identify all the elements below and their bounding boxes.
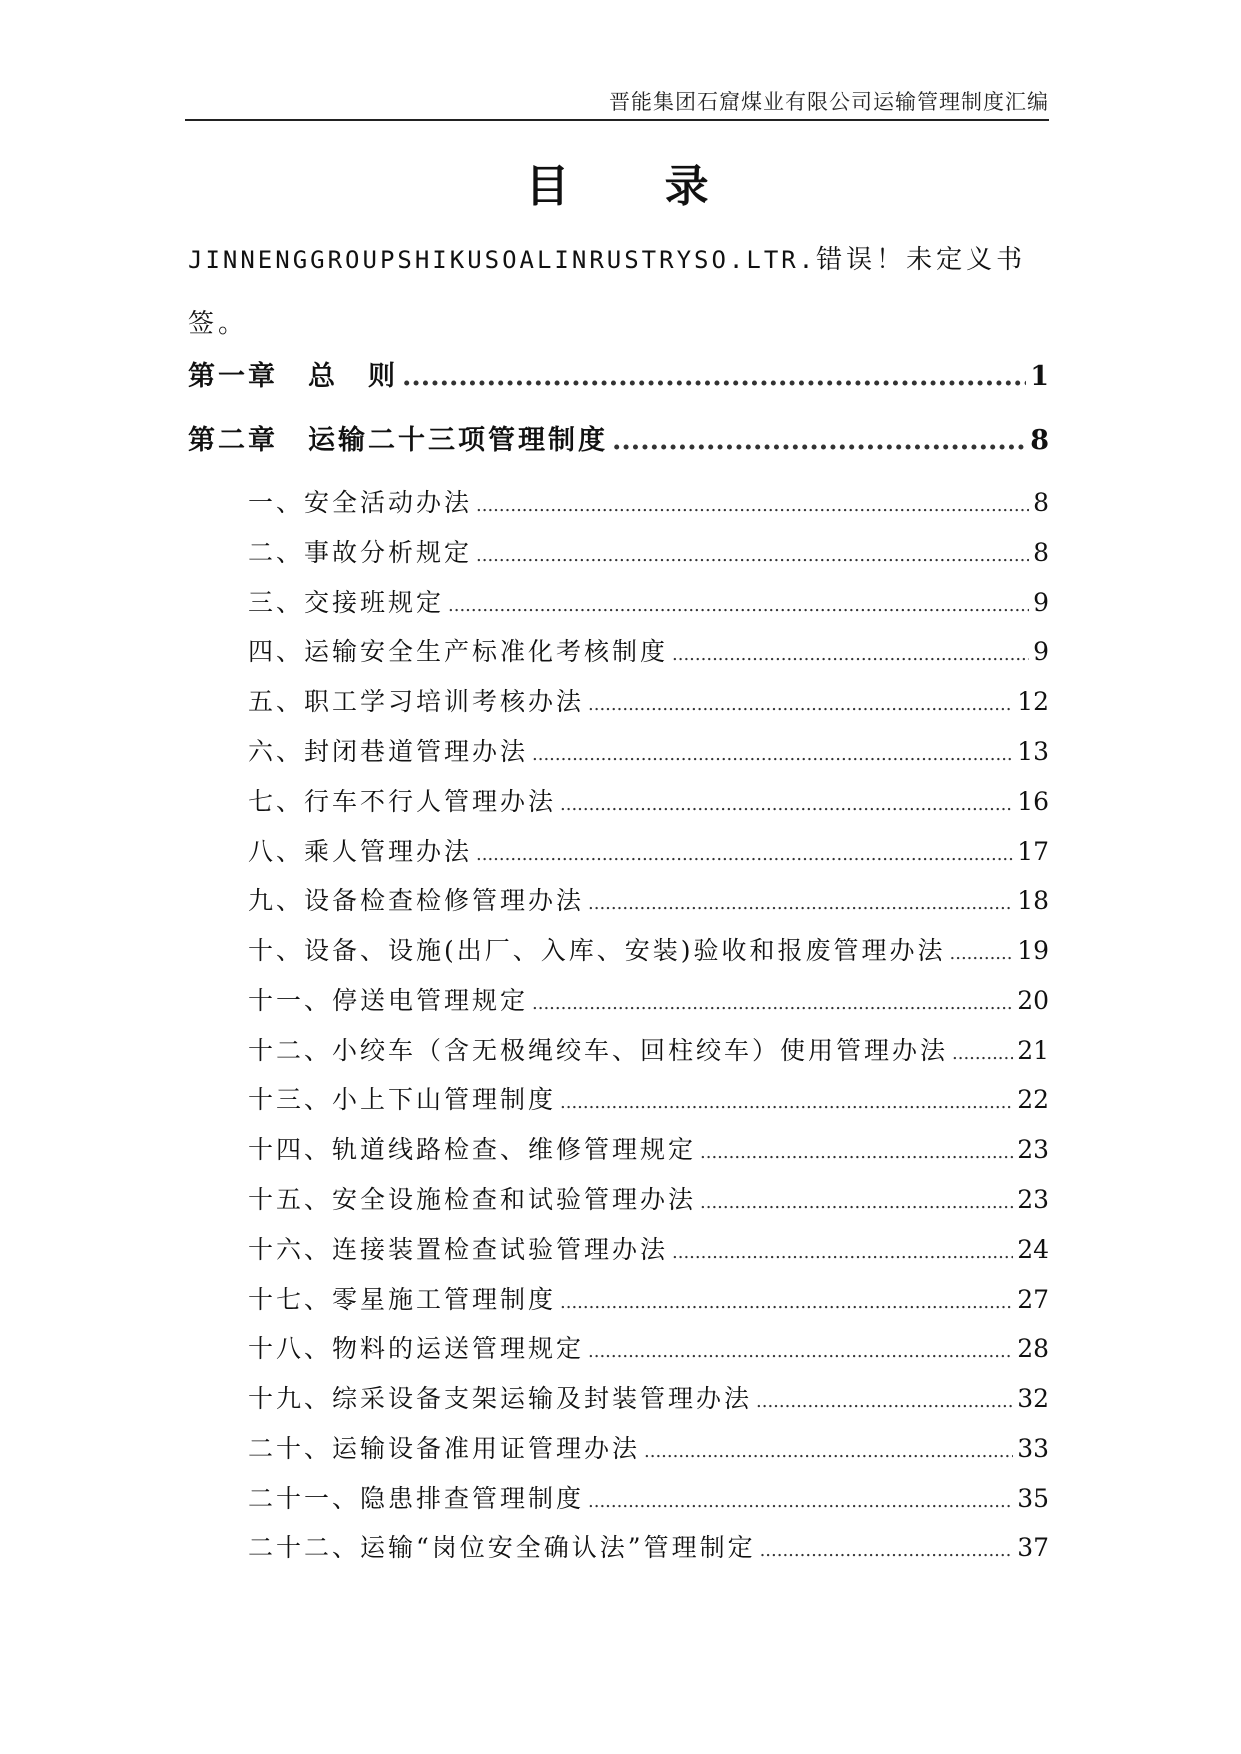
- toc-chapter-2[interactable]: [188, 421, 1049, 461]
- toc-page-number: 18: [1017, 886, 1049, 915]
- dot-leader: [756, 1382, 1013, 1422]
- toc-section-label: 十三、小上下山管理制度: [248, 1085, 557, 1114]
- dot-leader: [476, 486, 1029, 526]
- toc-page-number: 23: [1017, 1135, 1049, 1164]
- toc-section-label: 二十二、运输“岗位安全确认法”管理制定: [248, 1533, 756, 1562]
- toc-section-1[interactable]: [248, 483, 1049, 523]
- toc-section-3[interactable]: [248, 583, 1049, 623]
- toc-section-label: 十一、停送电管理规定: [248, 986, 529, 1015]
- toc-page-number: 8: [1033, 538, 1049, 567]
- dot-leader: [402, 357, 1026, 397]
- dot-leader: [560, 1283, 1013, 1323]
- toc-section-21[interactable]: [248, 1479, 1049, 1519]
- dot-leader: [760, 1531, 1014, 1571]
- toc-section-label: 十、设备、设施(出厂、入库、安装)验收和报废管理办法: [248, 936, 946, 965]
- toc-page-number: 8: [1033, 488, 1049, 517]
- toc-section-14[interactable]: [248, 1130, 1049, 1170]
- toc-section-22[interactable]: [248, 1528, 1049, 1568]
- dot-leader: [700, 1133, 1013, 1173]
- bookmark-error-text: 错误！未定义书签。: [188, 245, 1027, 339]
- dot-leader: [952, 1034, 1013, 1074]
- dot-leader: [644, 1432, 1013, 1472]
- toc-section-17[interactable]: [248, 1280, 1049, 1320]
- toc-page-number: 33: [1017, 1434, 1049, 1463]
- toc-section-18[interactable]: [248, 1329, 1049, 1369]
- toc-chapter-1[interactable]: [188, 357, 1049, 397]
- dot-leader: [532, 984, 1013, 1024]
- dot-leader: [448, 586, 1029, 626]
- toc-page-number: 8: [1030, 425, 1049, 456]
- toc-page-number: 9: [1033, 588, 1049, 617]
- dot-leader: [588, 685, 1013, 725]
- toc-section-6[interactable]: [248, 732, 1049, 772]
- toc-page-number: 32: [1017, 1384, 1049, 1413]
- toc-section-12[interactable]: [248, 1031, 1049, 1071]
- toc-page-number: 17: [1017, 837, 1049, 866]
- toc-section-label: 十八、物料的运送管理规定: [248, 1334, 585, 1363]
- toc-section-label: 二十一、隐患排查管理制度: [248, 1484, 585, 1513]
- toc-page-number: 12: [1017, 687, 1049, 716]
- dot-leader: [560, 785, 1013, 825]
- toc-section-label: 十五、安全设施检查和试验管理办法: [248, 1185, 697, 1214]
- toc-chapter-label: 第二章 运输二十三项管理制度: [188, 425, 608, 456]
- toc-section-20[interactable]: [248, 1429, 1049, 1469]
- page-title: 目 录: [525, 161, 749, 212]
- dot-leader: [672, 1233, 1013, 1273]
- dot-leader: [588, 884, 1013, 924]
- toc-section-label: 九、设备检查检修管理办法: [248, 886, 585, 915]
- toc-page-number: 9: [1033, 637, 1049, 666]
- dot-leader: [612, 421, 1026, 461]
- toc-section-8[interactable]: [248, 832, 1049, 872]
- toc-chapter-label: 第一章 总 则: [188, 361, 398, 392]
- toc-page-number: 37: [1017, 1533, 1049, 1562]
- toc-section-label: 五、职工学习培训考核办法: [248, 687, 585, 716]
- toc-section-label: 十七、零星施工管理制度: [248, 1285, 557, 1314]
- running-header: 晋能集团石窟煤业有限公司运输管理制度汇编: [609, 90, 1049, 114]
- toc-section-19[interactable]: [248, 1379, 1049, 1419]
- toc-section-label: 七、行车不行人管理办法: [248, 787, 557, 816]
- dot-leader: [950, 934, 1014, 974]
- toc-section-2[interactable]: [248, 533, 1049, 573]
- toc-page-number: 28: [1017, 1334, 1049, 1363]
- dot-leader: [700, 1183, 1013, 1223]
- company-entry[interactable]: [188, 228, 1043, 356]
- toc-section-label: 十四、轨道线路检查、维修管理规定: [248, 1135, 697, 1164]
- toc-section-11[interactable]: [248, 981, 1049, 1021]
- toc-page-number: 23: [1017, 1185, 1049, 1214]
- toc-section-label: 一、安全活动办法: [248, 488, 473, 517]
- toc-page-number: 16: [1017, 787, 1049, 816]
- toc-page-number: 22: [1017, 1085, 1049, 1114]
- toc-section-label: 八、乘人管理办法: [248, 837, 473, 866]
- toc-section-label: 二、事故分析规定: [248, 538, 473, 567]
- toc-section-label: 十九、综采设备支架运输及封装管理办法: [248, 1384, 753, 1413]
- toc-section-label: 三、交接班规定: [248, 588, 445, 617]
- dot-leader: [672, 635, 1029, 675]
- toc-page-number: 24: [1017, 1235, 1049, 1264]
- toc-section-label: 二十、运输设备准用证管理办法: [248, 1434, 641, 1463]
- toc-page-number: 27: [1017, 1285, 1049, 1314]
- dot-leader: [532, 735, 1013, 775]
- dot-leader: [476, 835, 1013, 875]
- toc-page-number: 13: [1017, 737, 1049, 766]
- dot-leader: [588, 1332, 1013, 1372]
- toc-page-number: 20: [1017, 986, 1049, 1015]
- toc-section-label: 十二、小绞车（含无极绳绞车、回柱绞车）使用管理办法: [248, 1036, 949, 1065]
- toc-section-4[interactable]: [248, 632, 1049, 672]
- toc-page-number: 21: [1017, 1036, 1049, 1065]
- dot-leader: [476, 536, 1029, 576]
- toc-page-number: 19: [1017, 936, 1049, 965]
- toc-section-9[interactable]: [248, 881, 1049, 921]
- toc-section-16[interactable]: [248, 1230, 1049, 1270]
- toc-section-label: 六、封闭巷道管理办法: [248, 737, 529, 766]
- toc-page-number: 35: [1017, 1484, 1049, 1513]
- toc-section-label: 十六、连接装置检查试验管理办法: [248, 1235, 669, 1264]
- toc-section-label: 四、运输安全生产标准化考核制度: [248, 637, 669, 666]
- toc-section-13[interactable]: [248, 1080, 1049, 1120]
- toc-section-5[interactable]: [248, 682, 1049, 722]
- toc-section-7[interactable]: [248, 782, 1049, 822]
- header-rule: [185, 119, 1049, 121]
- company-english-name: JINNENGGROUPSHIKUSOALINRUSTRYSO.LTR.: [188, 246, 817, 274]
- toc-section-10[interactable]: [248, 931, 1049, 971]
- dot-leader: [560, 1083, 1013, 1123]
- toc-section-15[interactable]: [248, 1180, 1049, 1220]
- dot-leader: [588, 1482, 1013, 1522]
- toc-page-number: 1: [1030, 361, 1049, 392]
